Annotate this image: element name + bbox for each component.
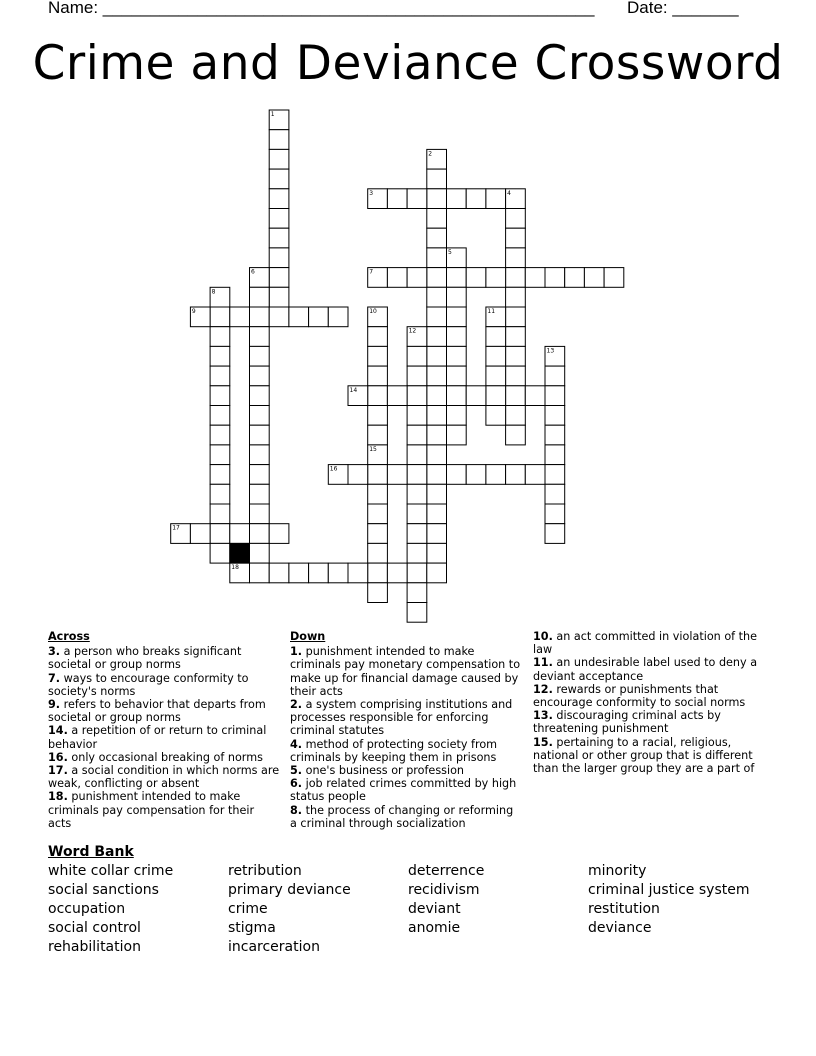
clue-number: 12. <box>533 682 553 696</box>
grid-cell[interactable] <box>250 425 270 445</box>
grid-cell[interactable] <box>269 268 289 288</box>
grid-cell[interactable] <box>486 465 506 485</box>
grid-cell[interactable] <box>565 268 585 288</box>
clue-number: 1. <box>290 645 303 659</box>
grid-cell[interactable] <box>486 366 506 386</box>
grid-cell[interactable] <box>289 307 309 327</box>
grid-cell[interactable] <box>210 366 230 386</box>
grid-cell[interactable] <box>427 465 447 485</box>
grid-cell[interactable] <box>250 524 270 544</box>
grid-cell[interactable] <box>427 307 447 327</box>
grid-cell[interactable] <box>250 445 270 465</box>
grid-cell[interactable] <box>427 327 447 347</box>
cell-number: 9 <box>191 308 196 315</box>
clue-number: 10. <box>533 630 553 643</box>
grid-cell[interactable] <box>427 268 447 288</box>
grid-cell[interactable] <box>230 307 250 327</box>
word-bank-item: incarceration <box>228 939 320 955</box>
grid-cell[interactable] <box>525 386 545 406</box>
clue-number: 13. <box>533 709 553 723</box>
grid-cell[interactable] <box>210 504 230 524</box>
grid-cell[interactable] <box>250 504 270 524</box>
grid-cell[interactable] <box>506 287 526 307</box>
grid-cell[interactable] <box>604 268 624 288</box>
word-bank-column <box>48 862 173 957</box>
grid-cell[interactable] <box>427 563 447 583</box>
grid-cell[interactable] <box>250 406 270 426</box>
grid-cell[interactable] <box>447 406 467 426</box>
clue-text: rewards or punishments that encourage conformity to social norms <box>533 682 746 710</box>
grid-cell[interactable] <box>407 425 427 445</box>
clue-number: 17. <box>48 764 68 778</box>
word-bank-item: crime <box>228 901 268 917</box>
grid-cell[interactable] <box>368 504 388 524</box>
grid-cell[interactable] <box>289 563 309 583</box>
grid-cell[interactable] <box>545 406 565 426</box>
grid-cell[interactable] <box>427 425 447 445</box>
clue-item <box>290 764 522 777</box>
grid-cell[interactable] <box>407 563 427 583</box>
grid-cell[interactable] <box>250 465 270 485</box>
word-bank-column <box>408 862 484 938</box>
clue-text: a repetition of or return to criminal behavior <box>48 724 267 751</box>
grid-cell[interactable] <box>348 465 368 485</box>
grid-cell[interactable] <box>269 130 289 150</box>
grid-cell[interactable] <box>545 445 565 465</box>
clue-item <box>48 698 280 724</box>
grid-cell[interactable] <box>210 445 230 465</box>
clue-item <box>48 751 280 764</box>
grid-cell[interactable] <box>506 346 526 366</box>
clue-item <box>48 672 280 698</box>
grid-cell[interactable] <box>407 583 427 603</box>
grid-cell[interactable] <box>210 307 230 327</box>
cell-number: 5 <box>448 248 452 256</box>
grid-cell[interactable] <box>387 563 407 583</box>
grid-cell[interactable] <box>447 268 467 288</box>
grid-cell[interactable] <box>407 346 427 366</box>
grid-cell[interactable] <box>368 484 388 504</box>
grid-cell[interactable] <box>210 346 230 366</box>
clue-text: method of protecting society from criminals by keeping them in prisons <box>290 737 498 764</box>
clue-text: job related crimes committed by high status people <box>290 777 517 804</box>
word-bank-item: restitution <box>588 901 660 917</box>
grid-cell[interactable] <box>210 406 230 426</box>
grid-cell[interactable] <box>506 228 526 248</box>
clue-number: 18. <box>48 790 68 804</box>
date-line[interactable]: Date: _______ <box>627 0 739 17</box>
grid-cell[interactable] <box>269 149 289 169</box>
grid-cell[interactable] <box>407 524 427 544</box>
word-bank-item: recidivism <box>408 882 480 898</box>
clue-text: a person who breaks significant societal or group norms <box>48 645 242 672</box>
grid-cell[interactable] <box>486 346 506 366</box>
grid-cell[interactable] <box>427 248 447 268</box>
grid-cell[interactable] <box>269 287 289 307</box>
clue-text: only occasional breaking of norms <box>67 750 263 764</box>
clue-number: 15. <box>533 735 553 749</box>
cell-number: 12 <box>408 327 417 335</box>
grid-cell[interactable] <box>387 386 407 406</box>
grid-cell[interactable] <box>309 563 329 583</box>
grid-cell[interactable] <box>407 445 427 465</box>
clue-text: an act committed in violation of the law <box>533 630 758 657</box>
grid-cell[interactable] <box>486 386 506 406</box>
word-bank-item: anomie <box>408 920 461 936</box>
grid-cell[interactable] <box>506 307 526 327</box>
clue-item <box>48 790 280 830</box>
grid-cell[interactable] <box>447 189 467 209</box>
grid-cell[interactable] <box>368 563 388 583</box>
cell-number: 10 <box>369 308 377 315</box>
grid-cell[interactable] <box>466 189 486 209</box>
word-bank-item: deviant <box>408 901 461 917</box>
grid-cell[interactable] <box>210 425 230 445</box>
grid-cell[interactable] <box>427 346 447 366</box>
grid-cell[interactable] <box>407 465 427 485</box>
down-clues-continued <box>533 630 768 775</box>
clue-item <box>290 738 522 764</box>
grid-cell[interactable] <box>407 366 427 386</box>
clue-text: ways to encourage conformity to society's norms <box>48 671 249 698</box>
clue-item <box>290 698 522 738</box>
grid-cell[interactable] <box>427 366 447 386</box>
page-title: Crime and Deviance Crossword <box>32 36 784 91</box>
cell-number: 6 <box>251 268 255 276</box>
grid-cell[interactable] <box>545 484 565 504</box>
grid-cell[interactable] <box>506 248 526 268</box>
grid-cell[interactable] <box>328 307 348 327</box>
grid-cell[interactable] <box>368 465 388 485</box>
grid-cell[interactable] <box>447 287 467 307</box>
grid-cell[interactable] <box>427 228 447 248</box>
word-bank-item: rehabilitation <box>48 939 141 955</box>
grid-cell[interactable] <box>447 386 467 406</box>
cell-number: 14 <box>349 386 358 394</box>
clue-item <box>48 645 280 671</box>
clue-item <box>290 804 522 830</box>
grid-cell[interactable] <box>506 425 526 445</box>
clue-number: 16. <box>48 750 68 764</box>
grid-cell[interactable] <box>269 209 289 229</box>
grid-cell[interactable] <box>309 307 329 327</box>
grid-cell[interactable] <box>545 366 565 386</box>
clue-text: a system comprising institutions and processes responsible for enforcing criminal statutes <box>290 698 513 738</box>
clue-number: 4. <box>290 737 303 751</box>
grid-cell[interactable] <box>269 307 289 327</box>
black-cell <box>230 543 250 563</box>
clue-text: punishment intended to make criminals pay compensation for their acts <box>48 790 255 830</box>
grid-cell[interactable] <box>250 366 270 386</box>
clue-number: 9. <box>48 698 61 712</box>
grid-cell[interactable] <box>368 386 388 406</box>
clue-number: 8. <box>290 803 303 817</box>
word-bank-title: Word Bank <box>48 844 134 860</box>
grid-cell[interactable] <box>447 327 467 347</box>
grid-cell[interactable] <box>506 465 526 485</box>
word-bank-item: primary deviance <box>228 882 351 898</box>
grid-cell[interactable] <box>368 524 388 544</box>
grid-cell[interactable] <box>427 209 447 229</box>
grid-cell[interactable] <box>525 268 545 288</box>
grid-cell[interactable] <box>368 346 388 366</box>
cell-number: 18 <box>231 564 239 572</box>
clue-text: an undesirable label used to deny a deviant acceptance <box>533 656 758 683</box>
clue-number: 5. <box>290 764 303 778</box>
grid-cell[interactable] <box>387 189 407 209</box>
cell-number: 16 <box>329 465 338 473</box>
grid-cell[interactable] <box>427 287 447 307</box>
grid-cell[interactable] <box>250 543 270 563</box>
clue-text: the process of changing or reforming a criminal through socialization <box>290 803 514 830</box>
grid-cell[interactable] <box>466 386 486 406</box>
clue-item <box>48 724 280 750</box>
word-bank-item: occupation <box>48 901 126 917</box>
cell-number: 2 <box>428 150 433 158</box>
grid-cell[interactable] <box>447 366 467 386</box>
down-heading: Down <box>290 630 326 643</box>
grid-cell[interactable] <box>269 563 289 583</box>
grid-cell[interactable] <box>506 268 526 288</box>
clue-text: refers to behavior that departs from societal or group norms <box>48 698 266 725</box>
grid-cell[interactable] <box>584 268 604 288</box>
grid-cell[interactable] <box>506 406 526 426</box>
grid-cell[interactable] <box>427 445 447 465</box>
clue-item <box>533 736 768 776</box>
clue-item <box>533 630 768 656</box>
grid-cell[interactable] <box>427 484 447 504</box>
grid-cell[interactable] <box>447 307 467 327</box>
clue-item <box>533 709 768 735</box>
grid-cell[interactable] <box>506 327 526 347</box>
across-clues <box>48 630 280 830</box>
grid-cell[interactable] <box>368 543 388 563</box>
grid-cell[interactable] <box>407 484 427 504</box>
word-bank-column <box>588 862 749 938</box>
grid-cell[interactable] <box>368 583 388 603</box>
down-clues <box>290 630 522 830</box>
cell-number: 17 <box>172 524 180 532</box>
cell-number: 3 <box>369 189 374 197</box>
grid-cell[interactable] <box>210 327 230 347</box>
grid-cell[interactable] <box>190 524 210 544</box>
cell-number: 15 <box>369 445 377 453</box>
grid-cell[interactable] <box>545 524 565 544</box>
grid-cell[interactable] <box>427 524 447 544</box>
grid-cell[interactable] <box>328 563 348 583</box>
grid-cell[interactable] <box>427 189 447 209</box>
grid-cell[interactable] <box>210 484 230 504</box>
grid-cell[interactable] <box>486 327 506 347</box>
word-bank-item: deterrence <box>408 863 485 879</box>
clue-item <box>533 683 768 709</box>
grid-cell[interactable] <box>427 169 447 189</box>
clue-number: 14. <box>48 724 68 738</box>
grid-cell[interactable] <box>387 268 407 288</box>
grid-cell[interactable] <box>210 543 230 563</box>
grid-cell[interactable] <box>368 327 388 347</box>
cell-number: 13 <box>546 347 555 355</box>
grid-cell[interactable] <box>348 563 368 583</box>
clue-number: 3. <box>48 645 61 659</box>
grid-cell[interactable] <box>427 386 447 406</box>
clue-text: pertaining to a racial, religious, national or other group that is different than the larger group they are a part of <box>533 735 755 776</box>
clue-text: one's business or profession <box>302 764 465 778</box>
grid-cell[interactable] <box>447 465 467 485</box>
grid-cell[interactable] <box>545 268 565 288</box>
grid-cell[interactable] <box>210 465 230 485</box>
clue-number: 6. <box>290 777 303 791</box>
cell-number: 4 <box>507 189 511 197</box>
grid-cell[interactable] <box>368 366 388 386</box>
word-bank-item: minority <box>588 863 647 879</box>
grid-cell[interactable] <box>250 563 270 583</box>
cell-number: 7 <box>369 268 374 276</box>
grid-cell[interactable] <box>210 524 230 544</box>
grid-cell[interactable] <box>250 484 270 504</box>
grid-cell[interactable] <box>545 504 565 524</box>
grid-cell[interactable] <box>545 425 565 445</box>
grid-cell[interactable] <box>407 406 427 426</box>
grid-cell[interactable] <box>525 465 545 485</box>
grid-cell[interactable] <box>506 209 526 229</box>
grid-cell[interactable] <box>368 406 388 426</box>
grid-cell[interactable] <box>407 268 427 288</box>
grid-cell[interactable] <box>230 524 250 544</box>
grid-cell[interactable] <box>447 425 467 445</box>
clue-text: punishment intended to make criminals pay monetary compensation to make up for financial damage caused by their acts <box>290 645 521 698</box>
grid-cell[interactable] <box>250 307 270 327</box>
grid-cell[interactable] <box>447 346 467 366</box>
word-bank-item: social control <box>48 920 141 936</box>
grid-cell[interactable] <box>545 465 565 485</box>
grid-cell[interactable] <box>486 189 506 209</box>
name-line[interactable]: Name: ____________________________________________________ <box>48 0 595 17</box>
grid-cell[interactable] <box>407 543 427 563</box>
word-bank-item: social sanctions <box>48 882 159 898</box>
grid-cell[interactable] <box>269 169 289 189</box>
grid-cell[interactable] <box>387 465 407 485</box>
word-bank-item: deviance <box>588 920 652 936</box>
clue-number: 7. <box>48 671 61 685</box>
clue-number: 11. <box>533 656 553 670</box>
cell-number: 1 <box>270 111 275 118</box>
grid-cell[interactable] <box>250 327 270 347</box>
word-bank-item: retribution <box>228 863 302 879</box>
across-heading: Across <box>48 630 90 643</box>
clue-item <box>48 764 280 790</box>
grid-cell[interactable] <box>407 386 427 406</box>
grid-cell[interactable] <box>427 543 447 563</box>
grid-cell[interactable] <box>250 386 270 406</box>
grid-cell[interactable] <box>368 425 388 445</box>
cell-number: 8 <box>211 288 216 296</box>
grid-cell[interactable] <box>210 386 230 406</box>
grid-cell[interactable] <box>486 268 506 288</box>
word-bank-column <box>228 862 351 957</box>
grid-cell[interactable] <box>427 504 447 524</box>
grid-cell[interactable] <box>545 386 565 406</box>
grid-cell[interactable] <box>427 406 447 426</box>
clue-item <box>533 656 768 682</box>
word-bank-item: white collar crime <box>48 863 174 879</box>
word-bank-item: criminal justice system <box>588 882 750 898</box>
grid-cell[interactable] <box>269 228 289 248</box>
grid-cell[interactable] <box>466 268 486 288</box>
clue-item <box>290 777 522 803</box>
grid-cell[interactable] <box>466 465 486 485</box>
grid-cell[interactable] <box>506 386 526 406</box>
grid-cell[interactable] <box>506 366 526 386</box>
grid-cell[interactable] <box>407 189 427 209</box>
clue-item <box>290 645 522 698</box>
grid-cell[interactable] <box>407 504 427 524</box>
word-bank-item: stigma <box>228 920 276 936</box>
grid-cell[interactable] <box>407 603 427 623</box>
grid-cell[interactable] <box>269 524 289 544</box>
grid-cell[interactable] <box>269 248 289 268</box>
clue-text: a social condition in which norms are weak, conflicting or absent <box>48 764 280 791</box>
clue-number: 2. <box>290 698 303 712</box>
cell-number: 11 <box>487 308 496 315</box>
grid-cell[interactable] <box>250 346 270 366</box>
grid-cell[interactable] <box>269 189 289 209</box>
clue-text: discouraging criminal acts by threatening punishment <box>533 709 721 736</box>
grid-cell[interactable] <box>250 287 270 307</box>
grid-cell[interactable] <box>486 406 506 426</box>
